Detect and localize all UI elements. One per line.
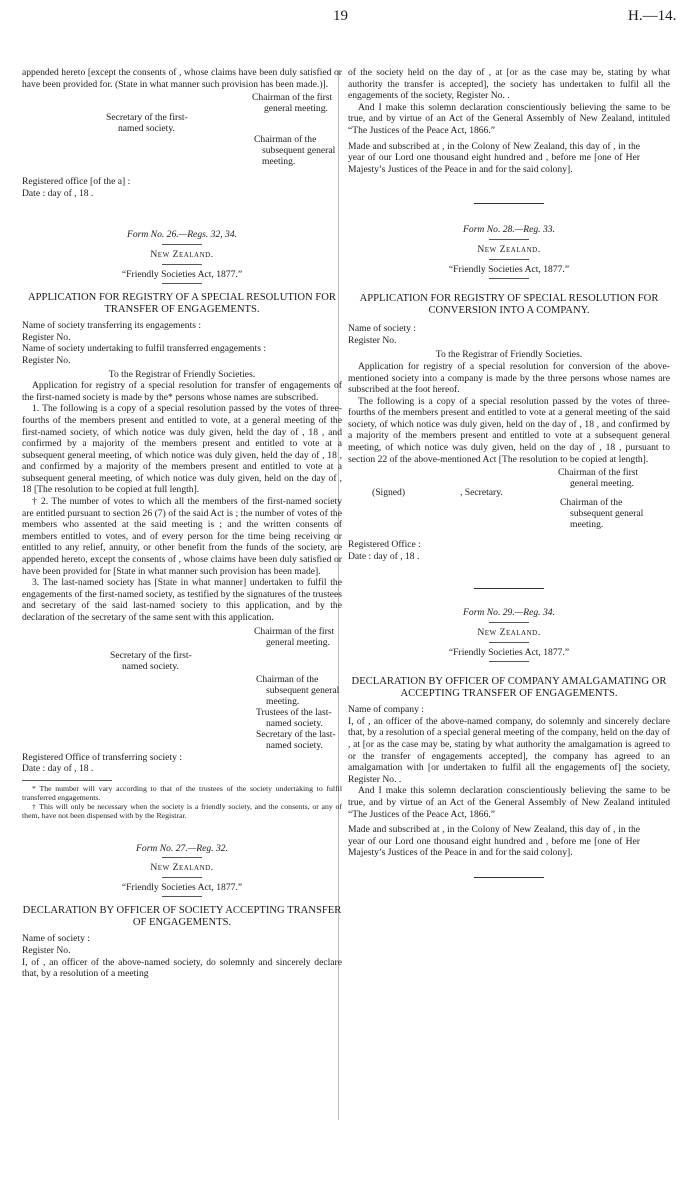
form-27-title: DECLARATION BY OFFICER OF SOCIETY ACCEPTING TRANSFER OF ENGAGEMENTS. — [22, 905, 342, 929]
form-28-title: APPLICATION FOR REGISTRY OF SPECIAL RESOLUTION FOR CONVERSION INTO A COMPANY. — [359, 293, 659, 317]
application-paragraph: Application for registry of a special resolution for conversion of the above-mentioned society into a company is made by the three persons whose names are subscribed at the foot hereof. — [348, 360, 670, 396]
sig-line: Secretary of the first- — [110, 649, 192, 661]
act-title: “Friendly Societies Act, 1877.” — [448, 646, 570, 658]
form-26-heading: Form No. 26.—Regs. 32, 34. — [126, 229, 238, 241]
footnote-2: † This will only be necessary when the society is a friendly society, and the consents, or any of them, have not been dispensed with by the Registrar. — [22, 802, 342, 821]
act-title: “Friendly Societies Act, 1877.” — [121, 881, 243, 893]
act-title: “Friendly Societies Act, 1877.” — [448, 263, 570, 275]
sig-line: Secretary of the last- — [256, 728, 336, 740]
registered-office: Registered Office : — [348, 539, 421, 551]
divider — [489, 259, 529, 260]
form-26-title: APPLICATION FOR REGISTRY OF A SPECIAL RESOLUTION FOR TRANSFER OF ENGAGEMENTS. — [28, 292, 336, 316]
divider — [162, 896, 202, 897]
field-label: Name of society undertaking to fulfil transferred engagements : — [22, 343, 267, 355]
paragraph-1: 1. The following is a copy of a special resolution passed by the votes of three-fourths of the members present and entitled to vote, at a general meeting of the first-named society, of which notice was duly given, held the day of , 18 , and confirmed by a majority of the members present and entitled to vote at a subsequent general meeting, of which notice was duly given, held the day of , 18 , and confirmed by a majority of the members present and entitled to vote at a subsequent general meeting, of which notice was duly given, held on the day of , 18 [The resolution to be copied at full length]. — [22, 403, 342, 496]
sig-line: Chairman of the first — [254, 625, 335, 637]
divider — [489, 278, 529, 279]
country-heading: New Zealand. — [477, 627, 541, 639]
page-number: 19 — [333, 8, 348, 24]
intro-paragraph: appended hereto [except the consents of , whose claims have been duly satisfied or have been provided for. (State in what manner such provision has been made.)]. — [22, 67, 342, 90]
signature-block-1 — [22, 90, 342, 170]
sig-line: subsequent general — [262, 145, 336, 157]
page-header — [0, 6, 700, 26]
sig-line: named society. — [266, 739, 323, 751]
continuation-paragraph: of the society held on the day of , at [or as the case may be, stating by what authority the transfer is accepted], the society has undertaken to fulfil all the engagements of the society, Register No. . — [348, 67, 670, 102]
section-code: H.—14. — [628, 8, 677, 24]
registered-office: Registered Office of transferring society : — [22, 751, 182, 763]
form-29-title: DECLARATION BY OFFICER OF COMPANY AMALGAMATING OR ACCEPTING TRANSFER OF ENGAGEMENTS. — [351, 676, 667, 700]
made-subscribed: Made and subscribed at , in the Colony of New Zealand, this day of , in the year of our Lord one thousand eight hundred and , before me [one of Her Majesty’s Justices of the Peace in and for the said colony]. — [348, 140, 640, 175]
sig-line: subsequent general — [266, 684, 340, 696]
sig-line: meeting. — [570, 519, 604, 531]
sig-line: Chairman of the first — [558, 467, 639, 479]
sig-line: general meeting. — [570, 478, 634, 490]
country-heading: New Zealand. — [477, 243, 541, 255]
declaration-paragraph: I, of , an officer of the above-named company, do solemnly and sincerely declare that, by a resolution of a special general meeting of the company, held on the day of , at [or as the case may be, stating by what authority the amalgamation is agreed to or the transfer of engagements accepted], the company has agreed to an amalgamation with [or undertaken to fulfil all the engagements of] the society, Register No. . — [348, 715, 670, 785]
field-label: Register No. — [348, 334, 397, 346]
sig-line: (Signed) — [372, 487, 406, 499]
sig-line: subsequent general — [570, 508, 644, 520]
registered-office: Registered office [of the a] : — [22, 176, 131, 188]
made-subscribed: Made and subscribed at , in the Colony of New Zealand, this day of , in the year of our Lord one thousand eight hundred and , before me [one of Her Majesty’s Justices of the Peace in and for the said colony]. — [348, 824, 640, 859]
addressee: To the Registrar of Friendly Societies. — [435, 349, 583, 361]
sig-line: Chairman of the first — [252, 92, 333, 104]
sig-line: Chairman of the — [560, 497, 623, 509]
sig-line: Chairman of the — [256, 673, 319, 685]
paragraph-3: 3. The last-named society has [State in what manner] undertaken to fulfil the engagements of the first-named society, as testified by the signatures of the trustees and secretary of the said last-named society to this application, and by the declaration of the secretary of the same sent with this application. — [22, 577, 342, 623]
signature-block-2 — [22, 624, 342, 751]
solemn-declaration: And I make this solemn declaration conscientiously believing the same to be true, and by virtue of an Act of the General Assembly of New Zealand intituled “The Justices of the Peace Act, 1866.” — [348, 785, 670, 820]
sig-line: meeting. — [266, 695, 300, 707]
country-heading: New Zealand. — [150, 248, 214, 260]
resolution-paragraph: The following is a copy of a special resolution passed by the votes of three-fourths of the members present and entitled to vote at a general meeting of the said society, of which notice was duly given, held on the day of , 18 , and confirmed by a majority of the members present and entitled to vote at a subsequent general meeting, of which notice was duly given, held on the day of , 18 , pursuant to section 22 of the above-mentioned Act [The resolution to be copied at length]. — [348, 395, 670, 465]
divider — [489, 622, 529, 623]
left-column — [22, 67, 342, 980]
signature-block-3 — [348, 465, 670, 535]
divider — [474, 877, 544, 878]
date-line: Date : day of , 18 . — [22, 187, 94, 199]
right-column — [348, 67, 670, 886]
divider — [489, 661, 529, 662]
sig-line: Trustees of the last- — [256, 706, 332, 718]
sig-line: Chairman of the — [254, 134, 317, 146]
field-label: Name of society : — [348, 323, 416, 335]
sig-line: meeting. — [262, 156, 296, 168]
divider — [162, 857, 202, 858]
sig-line: named society. — [122, 660, 179, 672]
solemn-declaration: And I make this solemn declaration conscientiously believing the same to be true, and by virtue of an Act of the General Assembly of New Zealand, intituled “The Justices of the Peace Act, 1866.” — [348, 101, 670, 136]
divider — [489, 239, 529, 240]
addressee: To the Registrar of Friendly Societies. — [108, 368, 256, 380]
footnote-1: * The number will vary according to that of the trustees of the society undertaking to fulfil transferred engagements. — [22, 783, 342, 802]
country-heading: New Zealand. — [150, 862, 214, 874]
field-label: Register No. — [22, 331, 71, 343]
form-27-heading: Form No. 27.—Reg. 32. — [136, 842, 228, 854]
divider — [162, 264, 202, 265]
footnote-rule — [22, 780, 112, 781]
act-title: “Friendly Societies Act, 1877.” — [121, 268, 243, 280]
sig-line: Secretary of the first- — [106, 112, 188, 124]
field-label: Register No. — [22, 354, 71, 366]
divider — [474, 588, 544, 589]
divider — [162, 283, 202, 284]
declaration-paragraph: I, of , an officer of the above-named society, do solemnly and sincerely declare that, by a resolution of a meeting — [22, 956, 342, 980]
divider — [489, 642, 529, 643]
sig-line: , Secretary. — [460, 487, 503, 499]
sig-line: named society. — [266, 717, 323, 729]
field-label: Register No. — [22, 944, 71, 956]
divider — [474, 203, 544, 204]
paragraph-2: † 2. The number of votes to which all the members of the first-named society are entitled pursuant to section 26 (7) of the said Act is ; the number of votes of the members who assented at the said meeting is ; and the written consents of members entitled to votes, and of every person for the time being receiving or entitled to any relief, annuity, or other benefit from the funds of the society, are appended hereto, except the consents of , whose claims have been duly satisfied or have been provided for [State in what manner such provision has been made]. — [22, 496, 342, 577]
sig-line: general meeting. — [264, 103, 328, 115]
divider — [162, 244, 202, 245]
sig-line: named society. — [118, 123, 175, 135]
field-label: Name of society transferring its engagements : — [22, 320, 202, 332]
sig-line: general meeting. — [266, 636, 330, 648]
application-paragraph: Application for registry of a special resolution for transfer of engagements of the first-named society is made by the* persons whose names are subscribed. — [22, 380, 342, 403]
form-28-heading: Form No. 28.—Reg. 33. — [463, 224, 555, 236]
field-label: Name of society : — [22, 933, 90, 945]
divider — [162, 877, 202, 878]
form-29-heading: Form No. 29.—Reg. 34. — [463, 607, 555, 619]
field-label: Name of company : — [348, 704, 424, 716]
date-line: Date : day of , 18 . — [348, 550, 420, 562]
date-line: Date : day of , 18 . — [22, 763, 94, 775]
